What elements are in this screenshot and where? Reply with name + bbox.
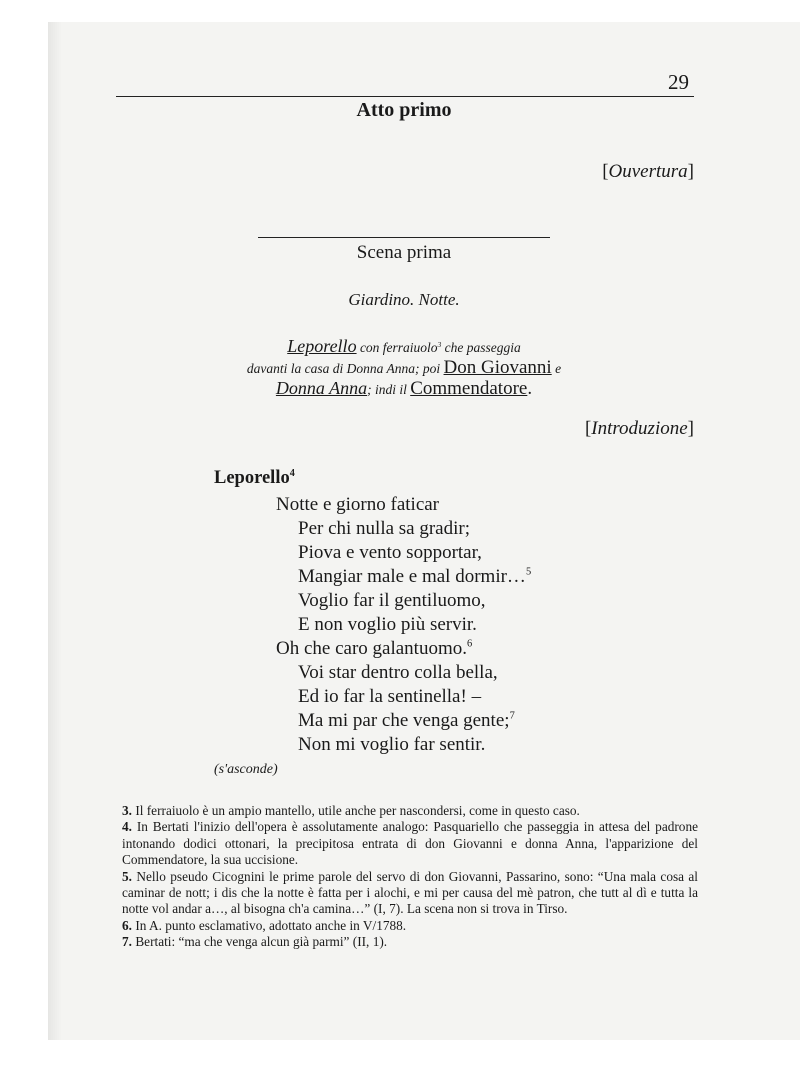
- verse-line: Notte e giorno faticar: [276, 494, 440, 515]
- footnote-ref: 3: [437, 339, 442, 349]
- cast-name-leporello: Leporello: [287, 336, 357, 356]
- verse-line: Piova e vento sopportar,: [298, 542, 482, 563]
- introduction-label: [Introduzione]: [584, 418, 694, 439]
- footnote-ref: 4: [289, 467, 295, 479]
- footnote: 3. Il ferraiuolo è un ampio mantello, utile anche per nascondersi, come in questo caso.: [122, 803, 580, 818]
- footnotes: [122, 803, 698, 951]
- overture-text: Ouvertura: [608, 161, 688, 182]
- cast-line-3: Donna Anna; indi il Commendatore.: [275, 378, 533, 399]
- verse-line: Voi star dentro colla bella,: [298, 662, 498, 683]
- speaker-name: Leporello$^4$: [214, 467, 295, 488]
- verse-line: Ma mi par che venga gente;$^7$: [298, 710, 515, 731]
- footnote: 6. In A. punto esclamativo, adottato anche in V/1788.: [122, 917, 407, 933]
- verse-line: E non voglio più servir.: [298, 614, 477, 635]
- footnote-ref: 5: [525, 566, 532, 578]
- footnote: 5. Nello pseudo Cicognini le prime parole del servo di don Giovanni, Passarino, sono: “Una mala cosa al caminar de nott; i dis che la notte è fatta per i alochi, e mi per causa del mè patron, che tutt al dì e tutta la notte vol andar a…, al bisogna ch'a camina…” (I, 7). La scena non si trova in Tirso.: [122, 868, 698, 917]
- footnote-ref: 7: [509, 710, 515, 722]
- cast-name-donna-anna: Donna Anna: [275, 378, 368, 398]
- scene-title: Scena prima: [356, 242, 452, 263]
- scene-rule: [258, 237, 550, 238]
- act-title: Atto primo: [356, 99, 452, 121]
- verse-line: Mangiar male e mal dormir…$^5$: [298, 566, 532, 587]
- verse-line: Non mi voglio far sentir.: [298, 734, 486, 755]
- verse-line: Voglio far il gentiluomo,: [298, 590, 486, 611]
- overture-label: [Ouvertura]: [602, 161, 694, 182]
- page-binding-shadow: [48, 22, 62, 1040]
- introduction-text: Introduzione: [591, 418, 688, 439]
- header-rule: [116, 96, 694, 97]
- scene-setting: Giardino. Notte.: [348, 290, 460, 309]
- cast-line-1: Leporello con ferraiuolo$^3$ che passeggia: [287, 336, 521, 356]
- verse-line: Per chi nulla sa gradir;: [298, 518, 471, 539]
- verse-line: Oh che caro galantuomo.$^6$: [276, 638, 473, 659]
- footnote-ref: 6: [466, 638, 473, 650]
- page-number: 29: [668, 70, 689, 94]
- cast-line-2: davanti la casa di Donna Anna; poi Don Giovanni e: [246, 357, 562, 378]
- cast-name-don-giovanni: Don Giovanni: [443, 357, 552, 378]
- footnote: 4. In Bertati l'inizio dell'opera è assolutamente analogo: Pasquariello che passeggia in attesa del padrone intonando dodici ottonari, la precipitosa entrata di don Giovanni e donna Anna, l'apparizione del Commendatore, la sua uccisione.: [122, 819, 698, 868]
- verse-line: Ed io far la sentinella! –: [298, 686, 482, 707]
- stage-direction: (s'asconde): [214, 762, 278, 777]
- footnote: 7. Bertati: “ma che venga alcun già parmi” (II, 1).: [122, 934, 388, 950]
- cast-name-commendatore: Commendatore: [410, 378, 528, 399]
